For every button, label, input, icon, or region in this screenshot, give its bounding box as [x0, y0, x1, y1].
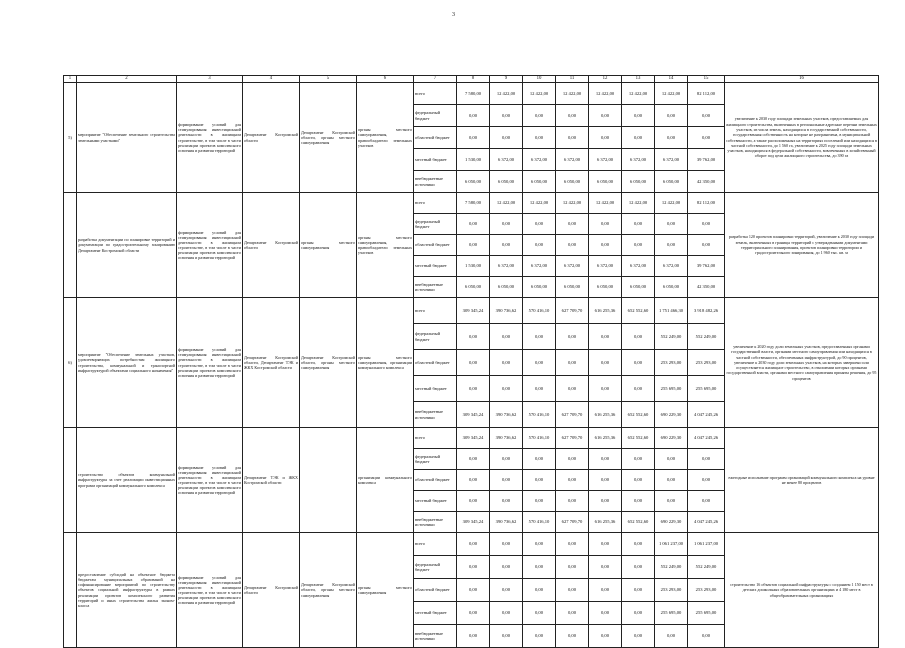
funding-value-cell: 1 061 237,00 — [688, 533, 725, 556]
funding-source-label: местный бюджет — [414, 491, 457, 512]
table-row — [64, 428, 879, 449]
funding-value-cell: 0,00 — [490, 579, 523, 602]
funding-value-cell: 627 709,70 — [556, 512, 589, 533]
column-number: 8 — [457, 76, 490, 83]
funding-value-cell: 652 552,60 — [622, 428, 655, 449]
funding-source-label: областной бюджет — [414, 235, 457, 256]
funding-value-cell: 309 345,24 — [457, 512, 490, 533]
funding-value-cell: 39 762,00 — [688, 149, 725, 171]
funding-value-cell: 6 372,00 — [523, 256, 556, 277]
block-expected-result: разработка 120 проектов планировки территорий, увеличение к 2030 году площади земель, включенных в границы территорий с утвержденными документами территориального планирования, проектов планировки территории и градостроительного зонирования, до 1 960 тыс. кв. м — [725, 193, 879, 298]
block-recipient: органы местного самоуправления, правообладатели земельных участков — [357, 83, 414, 193]
block-expected-result: увеличение к 2020 году доли земельных участков, предоставленных органами государственной власти, органами местного самоуправления или находящихся в частной собственности, обеспеченных инфраструктурой, до 90 процентов, увеличение к 2030 году доли земельных участков, на которых завершено или осуществляется жилищное строительство, в отношении которых органами государственной власти, органами местного самоуправления приняты решения, до 95 процентов — [725, 298, 879, 428]
funding-value-cell: 6 050,00 — [589, 277, 622, 298]
funding-value-cell: 0,00 — [523, 449, 556, 470]
block-number: 6) — [64, 298, 77, 428]
funding-value-cell: 0,00 — [457, 127, 490, 149]
block-task: формирование условий для стимулирования инвестиционной деятельности в жилищном строительстве, в том числе в части реализации проектов комплексного освоения и развития территорий — [177, 193, 243, 298]
funding-value-cell: 0,00 — [457, 235, 490, 256]
page-number: 3 — [452, 12, 455, 18]
funding-value-cell: 0,00 — [556, 625, 589, 648]
funding-value-cell: 6 050,00 — [655, 277, 688, 298]
funding-value-cell: 6 372,00 — [490, 149, 523, 171]
funding-value-cell: 0,00 — [490, 105, 523, 127]
funding-value-cell: 0,00 — [589, 449, 622, 470]
column-number: 1 — [64, 76, 77, 83]
funding-value-cell: 255 695,00 — [688, 602, 725, 625]
block-executor: Департамент Костромской области — [243, 193, 300, 298]
funding-value-cell: 12 422,00 — [589, 193, 622, 214]
block-number — [64, 428, 77, 533]
funding-value-cell: 6 050,00 — [457, 171, 490, 193]
funding-value-cell: 0,00 — [523, 602, 556, 625]
funding-value-cell: 1 751 466,30 — [655, 298, 688, 324]
funding-value-cell: 0,00 — [688, 235, 725, 256]
funding-value-cell: 652 552,60 — [622, 402, 655, 428]
funding-value-cell: 0,00 — [589, 214, 622, 235]
funding-value-cell: 627 709,70 — [556, 428, 589, 449]
block-name: мероприятие "Обеспечение земельных участков, удовлетворяющих потребностям жилищного строительства, коммунальной и транспортной инфраструктурой объектами социального назначения" — [77, 298, 177, 428]
funding-value-cell: 0,00 — [457, 625, 490, 648]
funding-value-cell: 6 050,00 — [490, 171, 523, 193]
column-number: 12 — [589, 76, 622, 83]
funding-value-cell: 0,00 — [655, 214, 688, 235]
funding-value-cell: 6 372,00 — [589, 149, 622, 171]
funding-source-label: всего — [414, 428, 457, 449]
funding-value-cell: 0,00 — [490, 350, 523, 376]
funding-value-cell: 255 695,00 — [688, 376, 725, 402]
funding-value-cell: 0,00 — [556, 127, 589, 149]
funding-value-cell: 0,00 — [589, 105, 622, 127]
funding-source-label: федеральный бюджет — [414, 324, 457, 350]
funding-value-cell: 6 050,00 — [589, 171, 622, 193]
funding-value-cell: 0,00 — [589, 235, 622, 256]
funding-value-cell: 0,00 — [622, 602, 655, 625]
funding-value-cell: 0,00 — [490, 602, 523, 625]
funding-value-cell: 0,00 — [655, 105, 688, 127]
block-name: строительство объектов коммунальной инфраструктуры за счет реализации инвестиционных программ организаций коммунального комплекса — [77, 428, 177, 533]
funding-value-cell: 0,00 — [622, 449, 655, 470]
funding-value-cell: 0,00 — [622, 491, 655, 512]
funding-value-cell: 6 050,00 — [622, 277, 655, 298]
funding-value-cell: 616 255,36 — [589, 428, 622, 449]
funding-value-cell: 570 416,10 — [523, 402, 556, 428]
funding-value-cell: 0,00 — [556, 470, 589, 491]
funding-value-cell: 0,00 — [457, 350, 490, 376]
funding-value-cell: 570 416,10 — [523, 428, 556, 449]
block-executor: Департамент Костромской области — [243, 83, 300, 193]
funding-value-cell: 0,00 — [556, 533, 589, 556]
column-number: 9 — [490, 76, 523, 83]
funding-value-cell: 253 293,00 — [655, 350, 688, 376]
funding-value-cell: 0,00 — [556, 449, 589, 470]
funding-value-cell: 0,00 — [655, 625, 688, 648]
funding-value-cell: 0,00 — [457, 556, 490, 579]
funding-value-cell: 42 350,00 — [688, 171, 725, 193]
column-number: 4 — [243, 76, 300, 83]
funding-value-cell: 42 350,00 — [688, 277, 725, 298]
block-number — [64, 533, 77, 648]
funding-value-cell: 6 372,00 — [655, 256, 688, 277]
funding-value-cell: 390 736,62 — [490, 298, 523, 324]
funding-value-cell: 12 422,00 — [556, 193, 589, 214]
column-number: 6 — [357, 76, 414, 83]
funding-value-cell: 616 255,36 — [589, 402, 622, 428]
funding-value-cell: 0,00 — [589, 625, 622, 648]
funding-value-cell: 627 709,70 — [556, 402, 589, 428]
funding-value-cell: 0,00 — [457, 491, 490, 512]
block-participant — [300, 428, 357, 533]
funding-value-cell: 616 255,36 — [589, 298, 622, 324]
funding-value-cell: 0,00 — [556, 376, 589, 402]
funding-value-cell: 6 372,00 — [622, 149, 655, 171]
block-executor: Департамент Костромской области — [243, 533, 300, 648]
table-row — [64, 83, 879, 105]
funding-value-cell: 0,00 — [688, 127, 725, 149]
funding-value-cell: 0,00 — [688, 214, 725, 235]
funding-value-cell: 0,00 — [490, 470, 523, 491]
funding-value-cell: 0,00 — [688, 625, 725, 648]
funding-value-cell: 12 422,00 — [523, 83, 556, 105]
funding-source-label: внебюджетные источники — [414, 402, 457, 428]
funding-source-label: областной бюджет — [414, 350, 457, 376]
column-number: 15 — [688, 76, 725, 83]
funding-value-cell: 0,00 — [622, 625, 655, 648]
funding-value-cell: 0,00 — [589, 470, 622, 491]
funding-value-cell: 0,00 — [622, 350, 655, 376]
column-number: 7 — [414, 76, 457, 83]
funding-value-cell: 6 050,00 — [556, 277, 589, 298]
funding-value-cell: 0,00 — [556, 235, 589, 256]
funding-value-cell: 6 372,00 — [523, 149, 556, 171]
funding-value-cell: 0,00 — [655, 235, 688, 256]
funding-value-cell: 0,00 — [589, 579, 622, 602]
column-number: 10 — [523, 76, 556, 83]
funding-value-cell: 0,00 — [589, 602, 622, 625]
funding-value-cell: 6 050,00 — [622, 171, 655, 193]
funding-value-cell: 552 249,00 — [655, 324, 688, 350]
funding-value-cell: 0,00 — [523, 376, 556, 402]
funding-value-cell: 0,00 — [655, 449, 688, 470]
table-row — [64, 298, 879, 324]
funding-value-cell: 0,00 — [622, 105, 655, 127]
funding-value-cell: 3 918 482,26 — [688, 298, 725, 324]
funding-value-cell: 0,00 — [457, 324, 490, 350]
funding-source-label: местный бюджет — [414, 376, 457, 402]
funding-value-cell: 6 372,00 — [556, 256, 589, 277]
funding-value-cell: 0,00 — [589, 491, 622, 512]
funding-value-cell: 0,00 — [490, 449, 523, 470]
funding-value-cell: 6 050,00 — [523, 171, 556, 193]
funding-value-cell: 0,00 — [622, 533, 655, 556]
funding-value-cell: 0,00 — [523, 625, 556, 648]
funding-value-cell: 6 050,00 — [655, 171, 688, 193]
funding-value-cell: 0,00 — [523, 350, 556, 376]
funding-value-cell: 12 422,00 — [490, 193, 523, 214]
funding-value-cell: 0,00 — [589, 376, 622, 402]
funding-value-cell: 0,00 — [622, 127, 655, 149]
funding-source-label: областной бюджет — [414, 579, 457, 602]
funding-value-cell: 0,00 — [622, 214, 655, 235]
funding-source-label: всего — [414, 298, 457, 324]
funding-source-label: всего — [414, 193, 457, 214]
funding-value-cell: 0,00 — [556, 491, 589, 512]
funding-value-cell: 552 249,00 — [655, 556, 688, 579]
block-task: формирование условий для стимулирования инвестиционной деятельности в жилищном строительстве, в том числе в части реализации проектов комплексного освоения и развития территорий — [177, 533, 243, 648]
funding-value-cell: 0,00 — [523, 324, 556, 350]
funding-value-cell: 0,00 — [622, 556, 655, 579]
funding-value-cell: 0,00 — [556, 556, 589, 579]
funding-value-cell: 0,00 — [523, 127, 556, 149]
funding-value-cell: 6 372,00 — [490, 256, 523, 277]
funding-value-cell: 0,00 — [622, 324, 655, 350]
funding-source-label: местный бюджет — [414, 149, 457, 171]
funding-value-cell: 0,00 — [655, 491, 688, 512]
table-row — [64, 533, 879, 556]
funding-value-cell: 253 293,00 — [688, 350, 725, 376]
block-recipient: организации коммунального комплекса — [357, 428, 414, 533]
block-name: предоставление субсидий на объектное бюджета бюджетам муниципальных образований на софинансирование мероприятий по строительству объектов социальной инфраструктуры в рамках реализации проектов комплексного развития территорий и иных строительства жилья эконом-класса — [77, 533, 177, 648]
funding-value-cell: 4 047 245,26 — [688, 402, 725, 428]
column-number: 13 — [622, 76, 655, 83]
funding-value-cell: 652 552,60 — [622, 512, 655, 533]
funding-value-cell: 0,00 — [457, 579, 490, 602]
funding-value-cell: 0,00 — [523, 105, 556, 127]
funding-value-cell: 1 061 237,00 — [655, 533, 688, 556]
funding-value-cell: 627 709,70 — [556, 298, 589, 324]
column-number: 3 — [177, 76, 243, 83]
program-table — [63, 75, 879, 648]
block-participant: Департамент Костромской области, органы местного самоуправления — [300, 83, 357, 193]
funding-value-cell: 0,00 — [490, 533, 523, 556]
funding-value-cell: 0,00 — [457, 533, 490, 556]
funding-source-label: внебюджетные источники — [414, 171, 457, 193]
funding-source-label: местный бюджет — [414, 256, 457, 277]
funding-value-cell: 0,00 — [655, 470, 688, 491]
column-number: 14 — [655, 76, 688, 83]
funding-value-cell: 0,00 — [490, 625, 523, 648]
funding-source-label: всего — [414, 533, 457, 556]
funding-value-cell: 0,00 — [490, 324, 523, 350]
funding-value-cell: 0,00 — [556, 579, 589, 602]
funding-value-cell: 12 422,00 — [490, 83, 523, 105]
funding-source-label: федеральный бюджет — [414, 105, 457, 127]
funding-value-cell: 0,00 — [688, 470, 725, 491]
funding-value-cell: 12 422,00 — [523, 193, 556, 214]
funding-value-cell: 12 422,00 — [655, 193, 688, 214]
funding-value-cell: 253 293,00 — [655, 579, 688, 602]
funding-value-cell: 0,00 — [622, 470, 655, 491]
block-number: 5) — [64, 83, 77, 193]
funding-value-cell: 0,00 — [589, 324, 622, 350]
funding-value-cell: 0,00 — [457, 449, 490, 470]
funding-value-cell: 0,00 — [490, 376, 523, 402]
funding-value-cell: 6 372,00 — [556, 149, 589, 171]
funding-value-cell: 1 530,00 — [457, 256, 490, 277]
funding-value-cell: 0,00 — [457, 470, 490, 491]
funding-value-cell: 570 416,10 — [523, 298, 556, 324]
funding-value-cell: 0,00 — [556, 105, 589, 127]
column-number: 5 — [300, 76, 357, 83]
funding-value-cell: 0,00 — [688, 105, 725, 127]
funding-value-cell: 0,00 — [523, 579, 556, 602]
funding-value-cell: 255 695,00 — [655, 602, 688, 625]
funding-source-label: всего — [414, 83, 457, 105]
funding-value-cell: 4 047 245,26 — [688, 512, 725, 533]
funding-value-cell: 6 050,00 — [457, 277, 490, 298]
funding-value-cell: 1 530,00 — [457, 149, 490, 171]
funding-value-cell: 390 736,62 — [490, 512, 523, 533]
funding-value-cell: 552 249,00 — [688, 324, 725, 350]
funding-value-cell: 616 255,36 — [589, 512, 622, 533]
funding-value-cell: 0,00 — [589, 350, 622, 376]
funding-value-cell: 12 422,00 — [622, 83, 655, 105]
funding-value-cell: 570 416,10 — [523, 512, 556, 533]
funding-value-cell: 0,00 — [622, 579, 655, 602]
funding-source-label: внебюджетные источники — [414, 625, 457, 648]
block-expected-result: ежегодные исполнение программ организаций коммунального комплекса на уровне не менее 80 процентов — [725, 428, 879, 533]
funding-value-cell: 12 422,00 — [655, 83, 688, 105]
funding-value-cell: 0,00 — [655, 127, 688, 149]
funding-source-label: местный бюджет — [414, 602, 457, 625]
funding-value-cell: 0,00 — [523, 533, 556, 556]
funding-value-cell: 309 345,24 — [457, 428, 490, 449]
funding-value-cell: 0,00 — [457, 376, 490, 402]
funding-value-cell: 0,00 — [622, 376, 655, 402]
funding-value-cell: 6 050,00 — [490, 277, 523, 298]
block-number — [64, 193, 77, 298]
block-task: формирование условий для стимулирования инвестиционной деятельности в жилищном строительстве, в том числе в части реализации проектов комплексного освоения и развития территорий — [177, 298, 243, 428]
block-recipient: органы местного самоуправления, правообладатели земельных участков — [357, 193, 414, 298]
table-row — [64, 193, 879, 214]
funding-value-cell: 39 762,00 — [688, 256, 725, 277]
block-name: мероприятие "Обеспечение земельного строительства земельными участками" — [77, 83, 177, 193]
funding-value-cell: 0,00 — [622, 235, 655, 256]
block-participant: Департамент Костромской области, органы местного самоуправления — [300, 533, 357, 648]
funding-value-cell: 82 112,00 — [688, 83, 725, 105]
funding-value-cell: 0,00 — [457, 602, 490, 625]
funding-value-cell: 0,00 — [556, 324, 589, 350]
block-expected-result: увеличение к 2030 году площади земельных участков, предоставляемых для жилищного строительства, включенных в региональные адресные перечни земельных участков, из числа земель, находящихся в государственной собственности, государственная собственность на которые не разграничена, в муниципальной собственности, а также расположенных на территориях поселений или находящихся в частной собственности, до 1 560 га, увеличение к 2025 году площади земельных участков, находящихся в федеральной собственности, вовлеченных в хозяйственный оборот под цели жилищного строительства, до 390 га — [725, 83, 879, 193]
block-name: разработка документации по планировке территорий и документации по градостроительному зонированию Департамент Костромской области — [77, 193, 177, 298]
funding-value-cell: 6 372,00 — [589, 256, 622, 277]
funding-source-label: областной бюджет — [414, 470, 457, 491]
funding-source-label: внебюджетные источники — [414, 277, 457, 298]
column-number: 2 — [77, 76, 177, 83]
block-expected-result: строительство 16 объектов социальной инфраструктуры с созданием 1 150 мест в детских дошкольных образовательных организациях и 4 180 мест в общеобразовательных организациях — [725, 533, 879, 648]
funding-value-cell: 0,00 — [490, 235, 523, 256]
funding-value-cell: 0,00 — [523, 235, 556, 256]
funding-value-cell: 0,00 — [589, 556, 622, 579]
funding-value-cell: 0,00 — [688, 449, 725, 470]
funding-value-cell: 309 345,24 — [457, 298, 490, 324]
funding-value-cell: 0,00 — [490, 491, 523, 512]
funding-value-cell: 12 422,00 — [589, 83, 622, 105]
column-number: 11 — [556, 76, 589, 83]
funding-source-label: внебюджетные источники — [414, 512, 457, 533]
block-executor: Департамент ТЭК и ЖКХ Костромской области — [243, 428, 300, 533]
column-number: 16 — [725, 76, 879, 83]
funding-value-cell: 82 112,00 — [688, 193, 725, 214]
funding-value-cell: 0,00 — [688, 491, 725, 512]
funding-value-cell: 7 580,00 — [457, 193, 490, 214]
funding-value-cell: 7 580,00 — [457, 83, 490, 105]
block-task: формирование условий для стимулирования инвестиционной деятельности в жилищном строительстве, в том числе в части реализации проектов комплексного освоения и развития территорий — [177, 83, 243, 193]
funding-value-cell: 0,00 — [556, 350, 589, 376]
funding-value-cell: 690 229,30 — [655, 428, 688, 449]
funding-value-cell: 0,00 — [457, 214, 490, 235]
funding-value-cell: 390 736,62 — [490, 402, 523, 428]
funding-value-cell: 4 047 245,26 — [688, 428, 725, 449]
funding-value-cell: 0,00 — [523, 470, 556, 491]
funding-value-cell: 0,00 — [523, 556, 556, 579]
funding-value-cell: 0,00 — [490, 214, 523, 235]
funding-value-cell: 0,00 — [490, 127, 523, 149]
funding-source-label: федеральный бюджет — [414, 214, 457, 235]
funding-value-cell: 690 229,30 — [655, 402, 688, 428]
funding-value-cell: 0,00 — [490, 556, 523, 579]
funding-value-cell: 309 345,24 — [457, 402, 490, 428]
funding-source-label: областной бюджет — [414, 127, 457, 149]
funding-value-cell: 0,00 — [457, 105, 490, 127]
block-recipient: органы местного самоуправления — [357, 533, 414, 648]
block-participant: Департамент Костромской области, органы местного самоуправления — [300, 298, 357, 428]
funding-value-cell: 6 050,00 — [556, 171, 589, 193]
funding-source-label: федеральный бюджет — [414, 449, 457, 470]
funding-value-cell: 6 050,00 — [523, 277, 556, 298]
funding-value-cell: 12 422,00 — [556, 83, 589, 105]
funding-value-cell: 390 736,62 — [490, 428, 523, 449]
block-participant: органы местного самоуправления — [300, 193, 357, 298]
funding-value-cell: 0,00 — [556, 602, 589, 625]
block-executor: Департамент Костромской области, Департамент ТЭК и ЖКХ Костромской области — [243, 298, 300, 428]
block-task: формирование условий для стимулирования инвестиционной деятельности в жилищном строительстве, в том числе в части реализации проектов комплексного освоения и развития территорий — [177, 428, 243, 533]
funding-value-cell: 253 293,00 — [688, 579, 725, 602]
funding-source-label: федеральный бюджет — [414, 556, 457, 579]
column-number-row — [64, 76, 879, 83]
funding-value-cell: 0,00 — [523, 491, 556, 512]
funding-value-cell: 652 552,60 — [622, 298, 655, 324]
funding-value-cell: 6 372,00 — [655, 149, 688, 171]
funding-value-cell: 0,00 — [523, 214, 556, 235]
funding-value-cell: 6 372,00 — [622, 256, 655, 277]
funding-value-cell: 0,00 — [589, 127, 622, 149]
funding-value-cell: 0,00 — [556, 214, 589, 235]
funding-value-cell: 12 422,00 — [622, 193, 655, 214]
funding-value-cell: 690 229,30 — [655, 512, 688, 533]
block-recipient: органы местного самоуправления, организации коммунального комплекса — [357, 298, 414, 428]
funding-value-cell: 552 249,00 — [688, 556, 725, 579]
funding-value-cell: 0,00 — [589, 533, 622, 556]
funding-value-cell: 255 695,00 — [655, 376, 688, 402]
